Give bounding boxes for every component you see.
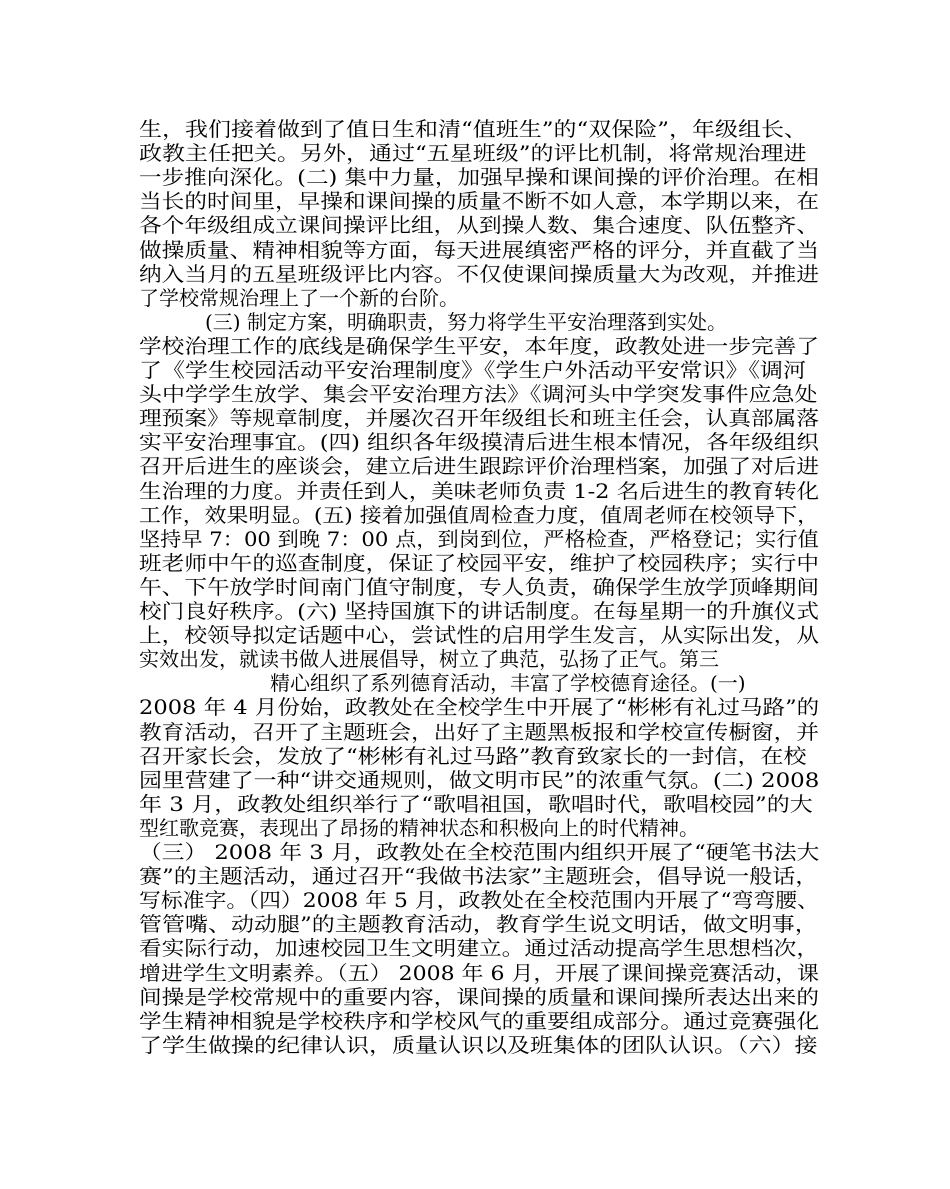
text-line: 实效出发，就读书做人进展倡导，树立了典范，弘扬了正气。第三	[139, 647, 719, 671]
text-line: 了学生做操的纪律认识，质量认识以及班集体的团队认识。（六）接	[139, 1033, 818, 1057]
text-line: 工作，效果明显。(五) 接着加强值周检查力度，值周老师在校领导下，	[139, 503, 819, 527]
text-line: 2008 年 4 月份始，政教处在全校学生中开展了“彬彬有礼过马路”的	[139, 695, 820, 719]
text-line: 午、下午放学时间南门值守制度，专人负责，确保学生放学顶峰期间	[139, 575, 819, 599]
text-line: 了《学生校园活动平安治理制度》《学生户外活动平安常识》《调河	[139, 358, 806, 382]
text-line: 纳入当月的五星班级评比内容。不仅使课间操质量大为改观，并推进	[139, 262, 819, 286]
text-line: 政教主任把关。另外，通过“五星班级”的评比机制，将常规治理进	[139, 141, 807, 165]
text-line: 召开后进生的座谈会，建立后进生跟踪评价治理档案，加强了对后进	[139, 454, 819, 478]
text-line: 型红歌竞赛，表现出了昂扬的精神状态和积极向上的时代精神。	[139, 816, 699, 840]
text-line: 教育活动，召开了主题班会，出好了主题黑板报和学校宣传橱窗，并	[139, 720, 819, 744]
text-line: 校门良好秩序。(六) 坚持国旗下的讲话制度。在每星期一的升旗仪式	[139, 599, 819, 623]
text-line: （三） 2008 年 3 月，政教处在全校范围内组织开展了“硬笔书法大	[139, 840, 820, 864]
text-line: 实平安治理事宜。(四) 组织各年级摸清后进生根本情况，各年级组织	[139, 430, 819, 454]
text-line: 学校治理工作的底线是确保学生平安，本年度，政教处进一步完善了	[139, 334, 819, 358]
text-line: 赛”的主题活动，通过召开“我做书法家”主题班会，倡导说一般话，	[139, 864, 819, 888]
text-line: 学生精神相貌是学校秩序和学校风气的重要组成部分。通过竞赛强化	[139, 1009, 819, 1033]
text-line: 上，校领导拟定话题中心，尝试性的启用学生发言，从实际出发，从	[139, 623, 819, 647]
text-line: 看实际行动，加速校园卫生文明建立。通过活动提高学生思想档次，	[139, 936, 819, 960]
text-line: 坚持早 7：00 到晚 7：00 点，到岗到位，严格检查，严格登记；实行值	[139, 527, 819, 551]
text-line: 生治理的力度。并责任到人，美味老师负责 1-2 名后进生的教育转化	[139, 479, 819, 503]
text-line: 管管嘴、动动腿”的主题教育活动，教育学生说文明话，做文明事，	[139, 912, 818, 936]
text-line: 增进学生文明素养。（五） 2008 年 6 月，开展了课间操竞赛活动，课	[139, 961, 820, 985]
text-line: 生，我们接着做到了值日生和清“值班生”的“双保险”，年级组长、	[139, 117, 808, 141]
text-line: 精心组织了系列德育活动，丰富了学校德育途径。(一)	[270, 671, 746, 695]
text-line: 一步推向深化。(二) 集中力量，加强早操和课间操的评价治理。在相	[139, 165, 819, 189]
text-line: 年 3 月，政教处组织举行了“歌唱祖国，歌唱时代，歌唱校园”的大	[139, 792, 813, 816]
text-line: 写标准字。（四）2008 年 5 月，政教处在全校范围内开展了“弯弯腰、	[139, 888, 819, 912]
text-line: 班老师中午的巡查制度，保证了校园平安，维护了校园秩序；实行中	[139, 551, 819, 575]
text-line: 园里营建了一种“讲交通规则，做文明市民”的浓重气氛。(二) 2008	[139, 768, 820, 792]
text-line: 做操质量、精神相貌等方面，每天进展缜密严格的评分，并直截了当	[139, 238, 819, 262]
text-line: 了学校常规治理上了一个新的台阶。	[139, 286, 459, 310]
text-line: 理预案》等规章制度，并屡次召开年级组长和班主任会，认真部属落	[139, 406, 819, 430]
text-line: 当长的时间里，早操和课间操的质量不断不如人意，本学期以来，在	[139, 189, 819, 213]
text-line: 间操是学校常规中的重要内容，课间操的质量和课间操所表达出来的	[139, 985, 819, 1009]
text-line: 召开家长会，发放了“彬彬有礼过马路”教育致家长的一封信，在校	[139, 744, 807, 768]
text-line: 头中学学生放学、集会平安治理方法》《调河头中学突发事件应急处	[139, 382, 818, 406]
text-line: 各个年级组成立课间操评比组，从到操人数、集合速度、队伍整齐、	[139, 213, 819, 237]
text-line: (三) 制定方案，明确职责，努力将学生平安治理落到实处。	[205, 310, 727, 334]
